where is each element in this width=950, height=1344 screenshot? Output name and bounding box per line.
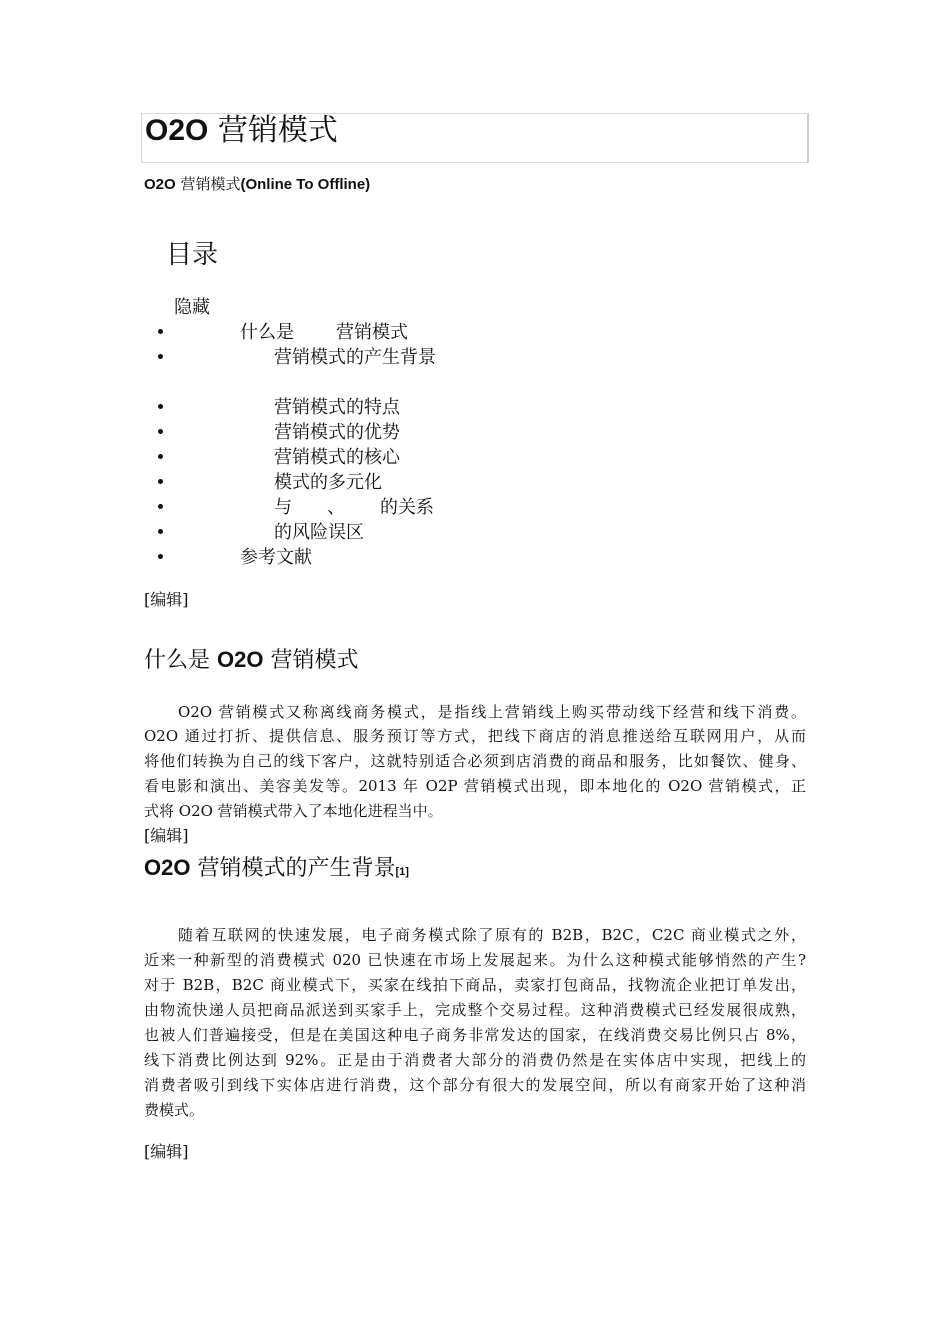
heading-suffix: 营销模式的产生背景 <box>190 856 396 881</box>
paragraph-line: 费模式。 <box>144 1101 205 1119</box>
bullet-icon <box>158 479 163 484</box>
toc-item-label: 营销模式的产生背景 <box>274 347 436 368</box>
paragraph-line: 线下消费比例达到 92%。正是由于消费者大部分的消费仍然是在实体店中实现，把线上的 <box>144 1051 806 1069</box>
toc-item-label: 的关系 <box>380 497 434 518</box>
paragraph-line: 随着互联网的快速发展，电子商务模式除了原有的 B2B，B2C，C2C 商业模式之外， <box>178 926 806 944</box>
toc-item-label: 、 <box>327 497 345 518</box>
toc-item-label: 模式的多元化 <box>274 472 382 493</box>
bullet-icon <box>158 529 163 534</box>
heading-latin: O2O <box>144 855 191 880</box>
page-title-latin: O2O <box>145 114 209 147</box>
paragraph-line: 也被人们普遍接受，但是在美国这种电子商务非常发达的国家，在线消费交易比例只占 8%， <box>144 1026 806 1044</box>
subtitle-paren: (Online To Offline) <box>240 176 371 193</box>
subtitle-cjk: 营销模式 <box>175 175 241 193</box>
reference-link[interactable]: [1] <box>395 866 409 878</box>
paragraph-line: 对于 B2B，B2C 商业模式下，买家在线拍下商品，卖家打包商品，找物流企业把订单发出， <box>144 976 806 994</box>
bullet-icon <box>158 554 163 559</box>
page-title-cjk: 营销模式 <box>208 113 338 148</box>
edit-link[interactable]: [编辑] <box>144 1142 189 1161</box>
paragraph-line: O2O 营销模式又称离线商务模式，是指线上营销线上购买带动线下经营和线下消费。 <box>178 703 806 721</box>
paragraph-line: 由物流快递人员把商品派送到买家手上，完成整个交易过程。这种消费模式已经发展很成熟， <box>144 1001 806 1019</box>
toc-item-label: 与 <box>274 497 292 518</box>
section-heading-background <box>144 854 409 886</box>
edit-link[interactable]: [编辑] <box>144 590 189 609</box>
bullet-icon <box>158 504 163 509</box>
paragraph-line: 消费者吸引到线下实体店进行消费，这个部分有很大的发展空间，所以有商家开始了这种消 <box>144 1076 806 1094</box>
edit-link[interactable]: [编辑] <box>144 826 189 845</box>
bullet-icon <box>158 354 163 359</box>
heading-suffix: 营销模式 <box>263 648 359 673</box>
page-subtitle <box>144 174 370 195</box>
page-title-box <box>141 113 809 163</box>
toc-hide-toggle[interactable]: 隐藏 <box>174 297 210 318</box>
paragraph-line: 将他们转换为自己的线下客户，这就特别适合必须到店消费的商品和服务，比如餐饮、健身、 <box>144 752 806 770</box>
heading-latin: O2O <box>217 647 264 672</box>
toc-item-label: 什么是 <box>240 322 294 343</box>
bullet-icon <box>158 329 163 334</box>
toc-item-label: 营销模式的优势 <box>274 422 400 443</box>
paragraph-line: 近来一种新型的消费模式 020 已快速在市场上发展起来。为什么这种模式能够悄然的产生? <box>144 951 806 969</box>
paragraph-line: 看电影和演出、美容美发等。2013 年 O2P 营销模式出现，即本地化的 O2O 营销模式，正 <box>144 777 806 795</box>
paragraph-line: 式将 O2O 营销模式带入了本地化进程当中。 <box>144 802 443 820</box>
toc-item-label: 营销模式的特点 <box>274 397 400 418</box>
paragraph-line: O2O 通过打折、提供信息、服务预订等方式，把线下商店的消息推送给互联网用户，从而 <box>144 727 806 745</box>
toc-item-label: 参考文献 <box>240 547 312 568</box>
bullet-icon <box>158 404 163 409</box>
heading-prefix: 什么是 <box>144 648 217 673</box>
section-heading-what-is <box>144 646 358 675</box>
toc-item-label: 的风险误区 <box>274 522 364 543</box>
toc-item-label: 营销模式的核心 <box>274 447 400 468</box>
page-title <box>145 114 338 148</box>
bullet-icon <box>158 429 163 434</box>
bullet-icon <box>158 454 163 459</box>
toc-heading: 目录 <box>166 240 219 270</box>
toc-item-label: 营销模式 <box>336 322 408 343</box>
subtitle-latin: O2O <box>144 176 176 193</box>
